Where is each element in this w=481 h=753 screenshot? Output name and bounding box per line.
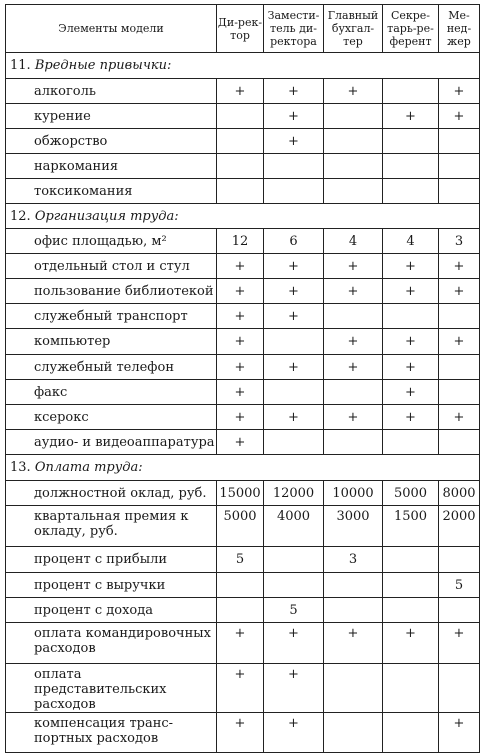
cell-value: + bbox=[439, 405, 480, 430]
table-row bbox=[6, 254, 480, 279]
cell-value bbox=[324, 154, 383, 179]
cell-value: + bbox=[383, 254, 439, 279]
cell-value: + bbox=[383, 104, 439, 129]
row-label: аудио- и видеоаппаратура bbox=[6, 430, 217, 455]
cell-value: + bbox=[439, 279, 480, 304]
cell-value: + bbox=[264, 129, 324, 154]
header-chief-accountant: Главный бухгал-тер bbox=[324, 5, 383, 53]
cell-value: 4 bbox=[383, 229, 439, 254]
cell-value: + bbox=[439, 713, 480, 753]
cell-value bbox=[324, 598, 383, 623]
section-title bbox=[6, 204, 480, 229]
cell-value: 5000 bbox=[383, 481, 439, 506]
row-label: квартальная премия к окладу, руб. bbox=[6, 506, 217, 547]
cell-value bbox=[383, 179, 439, 204]
cell-value: 8000 bbox=[439, 481, 480, 506]
cell-value bbox=[264, 547, 324, 573]
cell-value: + bbox=[217, 430, 264, 455]
header-row bbox=[6, 5, 480, 53]
cell-value: + bbox=[324, 279, 383, 304]
cell-value: + bbox=[383, 380, 439, 405]
cell-value bbox=[383, 79, 439, 104]
cell-value: + bbox=[439, 329, 480, 355]
cell-value: + bbox=[383, 355, 439, 380]
cell-value bbox=[324, 713, 383, 753]
row-label: алкоголь bbox=[6, 79, 217, 104]
cell-value bbox=[217, 129, 264, 154]
cell-value: + bbox=[264, 254, 324, 279]
row-label: служебный транспорт bbox=[6, 304, 217, 329]
cell-value bbox=[383, 154, 439, 179]
cell-value: + bbox=[264, 405, 324, 430]
header-deputy-director: Замести-тель ди-ректора bbox=[264, 5, 324, 53]
table-row bbox=[6, 329, 480, 355]
cell-value bbox=[439, 304, 480, 329]
table-row bbox=[6, 179, 480, 204]
table-row bbox=[6, 598, 480, 623]
cell-value: 5 bbox=[264, 598, 324, 623]
cell-value: + bbox=[383, 329, 439, 355]
cell-value bbox=[383, 598, 439, 623]
cell-value bbox=[439, 430, 480, 455]
cell-value: + bbox=[264, 664, 324, 713]
cell-value: + bbox=[324, 623, 383, 664]
cell-value: 3000 bbox=[324, 506, 383, 547]
cell-value: + bbox=[217, 304, 264, 329]
cell-value: + bbox=[439, 79, 480, 104]
cell-value bbox=[264, 154, 324, 179]
model-elements-table bbox=[5, 4, 480, 753]
row-label: должностной оклад, руб. bbox=[6, 481, 217, 506]
table-row bbox=[6, 154, 480, 179]
header-secretary: Секре-тарь-ре-ферент bbox=[383, 5, 439, 53]
row-label: токсикомания bbox=[6, 179, 217, 204]
cell-value bbox=[324, 573, 383, 598]
cell-value: 2000 bbox=[439, 506, 480, 547]
header-manager: Ме-нед-жер bbox=[439, 5, 480, 53]
cell-value bbox=[264, 573, 324, 598]
table-row bbox=[6, 713, 480, 753]
row-label: офис площадью, м² bbox=[6, 229, 217, 254]
cell-value: 12000 bbox=[264, 481, 324, 506]
cell-value bbox=[324, 304, 383, 329]
model-elements-table-page bbox=[5, 4, 479, 746]
cell-value bbox=[324, 430, 383, 455]
cell-value: + bbox=[264, 355, 324, 380]
cell-value bbox=[439, 380, 480, 405]
cell-value: + bbox=[324, 355, 383, 380]
row-label: служебный телефон bbox=[6, 355, 217, 380]
cell-value: + bbox=[264, 623, 324, 664]
table-row bbox=[6, 380, 480, 405]
table-row bbox=[6, 405, 480, 430]
cell-value bbox=[217, 573, 264, 598]
cell-value: + bbox=[324, 254, 383, 279]
cell-value bbox=[439, 154, 480, 179]
cell-value bbox=[324, 179, 383, 204]
section-title-text: Вредные привычки: bbox=[34, 58, 172, 73]
row-label: наркомания bbox=[6, 154, 217, 179]
cell-value: 3 bbox=[439, 229, 480, 254]
cell-value: + bbox=[439, 104, 480, 129]
section-number: 12. bbox=[10, 208, 31, 224]
section-row bbox=[6, 204, 480, 229]
cell-value: 6 bbox=[264, 229, 324, 254]
cell-value: 15000 bbox=[217, 481, 264, 506]
cell-value bbox=[439, 547, 480, 573]
cell-value: 5000 bbox=[217, 506, 264, 547]
cell-value: + bbox=[217, 713, 264, 753]
section-title bbox=[6, 455, 480, 481]
section-number: 11. bbox=[10, 58, 31, 73]
cell-value: + bbox=[264, 79, 324, 104]
cell-value bbox=[439, 179, 480, 204]
cell-value: + bbox=[217, 279, 264, 304]
cell-value bbox=[324, 380, 383, 405]
cell-value: + bbox=[324, 329, 383, 355]
section-number: 13. bbox=[10, 460, 31, 475]
cell-value: 10000 bbox=[324, 481, 383, 506]
cell-value: + bbox=[217, 329, 264, 355]
cell-value: + bbox=[383, 279, 439, 304]
cell-value bbox=[383, 713, 439, 753]
table-row bbox=[6, 279, 480, 304]
table-row bbox=[6, 229, 480, 254]
row-label: компьютер bbox=[6, 329, 217, 355]
header-name: Элементы модели bbox=[6, 5, 217, 53]
cell-value: 5 bbox=[439, 573, 480, 598]
cell-value bbox=[383, 304, 439, 329]
row-label: процент с выручки bbox=[6, 573, 217, 598]
cell-value: + bbox=[217, 623, 264, 664]
cell-value bbox=[383, 547, 439, 573]
section-title-text: Оплата труда: bbox=[34, 460, 143, 475]
cell-value bbox=[264, 329, 324, 355]
cell-value: 1500 bbox=[383, 506, 439, 547]
table-row bbox=[6, 355, 480, 380]
table-row bbox=[6, 547, 480, 573]
cell-value: + bbox=[217, 664, 264, 713]
row-label: компенсация транс-портных расходов bbox=[6, 713, 217, 753]
cell-value: + bbox=[217, 355, 264, 380]
table-body bbox=[6, 53, 480, 753]
cell-value: + bbox=[324, 405, 383, 430]
section-row bbox=[6, 53, 480, 79]
cell-value: + bbox=[217, 254, 264, 279]
cell-value: + bbox=[439, 254, 480, 279]
cell-value: 12 bbox=[217, 229, 264, 254]
table-row bbox=[6, 481, 480, 506]
cell-value: + bbox=[383, 623, 439, 664]
cell-value: + bbox=[264, 304, 324, 329]
cell-value: 4 bbox=[324, 229, 383, 254]
cell-value bbox=[383, 129, 439, 154]
cell-value bbox=[217, 104, 264, 129]
cell-value: + bbox=[383, 405, 439, 430]
cell-value bbox=[439, 129, 480, 154]
row-label: процент с дохода bbox=[6, 598, 217, 623]
cell-value bbox=[439, 355, 480, 380]
table-row bbox=[6, 573, 480, 598]
section-title bbox=[6, 53, 480, 79]
cell-value bbox=[324, 104, 383, 129]
table-row bbox=[6, 430, 480, 455]
table-row bbox=[6, 79, 480, 104]
row-label: процент с прибыли bbox=[6, 547, 217, 573]
cell-value bbox=[217, 154, 264, 179]
row-label: оплата командировочных расходов bbox=[6, 623, 217, 664]
table-row bbox=[6, 304, 480, 329]
cell-value: 5 bbox=[217, 547, 264, 573]
table-row bbox=[6, 623, 480, 664]
cell-value: + bbox=[264, 279, 324, 304]
table-row bbox=[6, 129, 480, 154]
row-label: ксерокс bbox=[6, 405, 217, 430]
cell-value bbox=[439, 598, 480, 623]
cell-value bbox=[264, 380, 324, 405]
cell-value: + bbox=[324, 79, 383, 104]
cell-value: 4000 bbox=[264, 506, 324, 547]
row-label: обжорство bbox=[6, 129, 217, 154]
cell-value: + bbox=[264, 104, 324, 129]
cell-value bbox=[324, 129, 383, 154]
section-row bbox=[6, 455, 480, 481]
table-row bbox=[6, 664, 480, 713]
table-row bbox=[6, 104, 480, 129]
header-director: Ди-рек-тор bbox=[217, 5, 264, 53]
cell-value: 3 bbox=[324, 547, 383, 573]
cell-value bbox=[324, 664, 383, 713]
cell-value: + bbox=[217, 380, 264, 405]
cell-value: + bbox=[217, 405, 264, 430]
cell-value: + bbox=[217, 79, 264, 104]
cell-value bbox=[383, 664, 439, 713]
cell-value bbox=[217, 179, 264, 204]
table-row bbox=[6, 506, 480, 547]
row-label: факс bbox=[6, 380, 217, 405]
row-label: курение bbox=[6, 104, 217, 129]
cell-value bbox=[217, 598, 264, 623]
cell-value bbox=[264, 430, 324, 455]
cell-value bbox=[439, 664, 480, 713]
cell-value bbox=[383, 430, 439, 455]
cell-value: + bbox=[264, 713, 324, 753]
row-label: оплата представительских расходов bbox=[6, 664, 217, 713]
cell-value bbox=[264, 179, 324, 204]
row-label: отдельный стол и стул bbox=[6, 254, 217, 279]
section-title-text: Организация труда: bbox=[34, 208, 179, 224]
row-label: пользование библиотекой bbox=[6, 279, 217, 304]
cell-value: + bbox=[439, 623, 480, 664]
cell-value bbox=[383, 573, 439, 598]
